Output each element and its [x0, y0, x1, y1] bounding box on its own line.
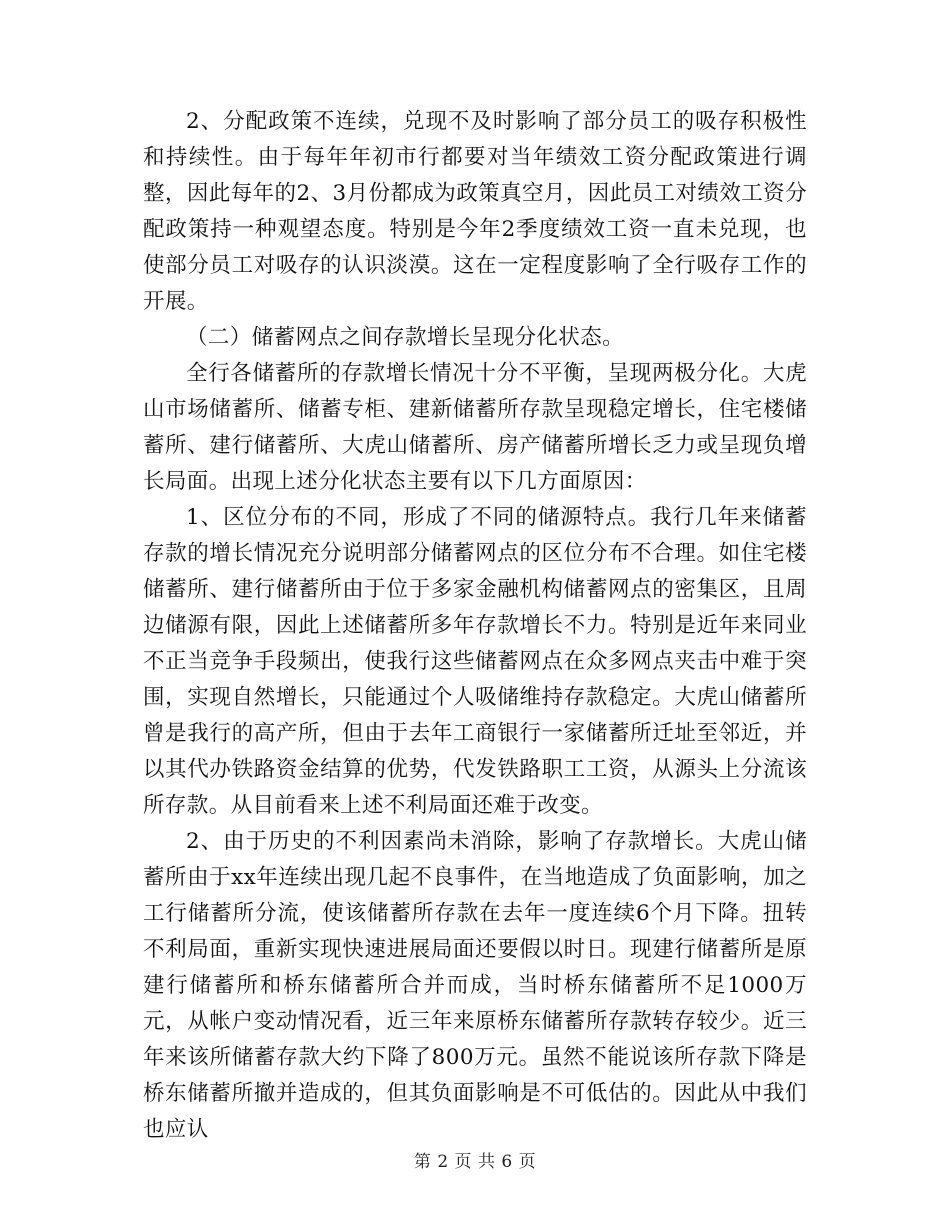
paragraph-location-distribution: 1、区位分布的不同，形成了不同的储源特点。我行几年来储蓄存款的增长情况充分说明部分储蓄网点的区位分布不合理。如住宅楼储蓄所、建行储蓄所由于位于多家金融机构储蓄网点的密集区，且周边储源有限，因此上述储蓄所多年存款增长不力。特别是近年来同业不正当竞争手段频出，使我行这些储蓄网点在众多网点夹击中难于突围，实现自然增长，只能通过个人吸储维持存款稳定。大虎山储蓄所曾是我行的高产所，但由于去年工商银行一家储蓄所迁址至邻近，并以其代办铁路资金结算的优势，代发铁路职工工资，从源头上分流该所存款。从目前看来上述不利局面还难于改变。 — [143, 505, 807, 818]
paragraph-historical-factors: 2、由于历史的不利因素尚未消除，影响了存款增长。大虎山储蓄所由于xx年连续出现几起不良事件，在当地造成了负面影响，加之工行储蓄所分流，使该储蓄所存款在去年一度连续6个月下降。扭转不利局面，重新实现快速进展局面还要假以时日。现建行储蓄所是原建行储蓄所和桥东储蓄所合并而成，当时桥东储蓄所不足1000万元，从帐户变动情况看，近三年来原桥东储蓄所存款转存较少。近三年来该所储蓄存款大约下降了800万元。虽然不能说该所存款下降是桥东储蓄所撤并造成的，但其负面影响是不可低估的。因此从中我们也应认 — [143, 829, 807, 1142]
section-heading-branch-divergence: （二）储蓄网点之间存款增长呈现分化状态。 — [186, 325, 625, 350]
document-body — [143, 104, 807, 1148]
paragraph-branch-growth-overview: 全行各储蓄所的存款增长情况十分不平衡，呈现两极分化。大虎山市场储蓄所、储蓄专柜、建新储蓄所存款呈现稳定增长，住宅楼储蓄所、建行储蓄所、大虎山储蓄所、房产储蓄所增长乏力或呈现负增长局面。出现上述分化状态主要有以下几方面原因： — [143, 361, 807, 494]
page-number-footer: 第 2 页 共 6 页 — [413, 1152, 537, 1172]
paragraph-distribution-policy: 2、分配政策不连续，兑现不及时影响了部分员工的吸存积极性和持续性。由于每年年初市行都要对当年绩效工资分配政策进行调整，因此每年的2、3月份都成为政策真空月，因此员工对绩效工资分配政策持一种观望态度。特别是今年2季度绩效工资一直未兑现，也使部分员工对吸存的认识淡漠。这在一定程度影响了全行吸存工作的开展。 — [143, 109, 807, 314]
